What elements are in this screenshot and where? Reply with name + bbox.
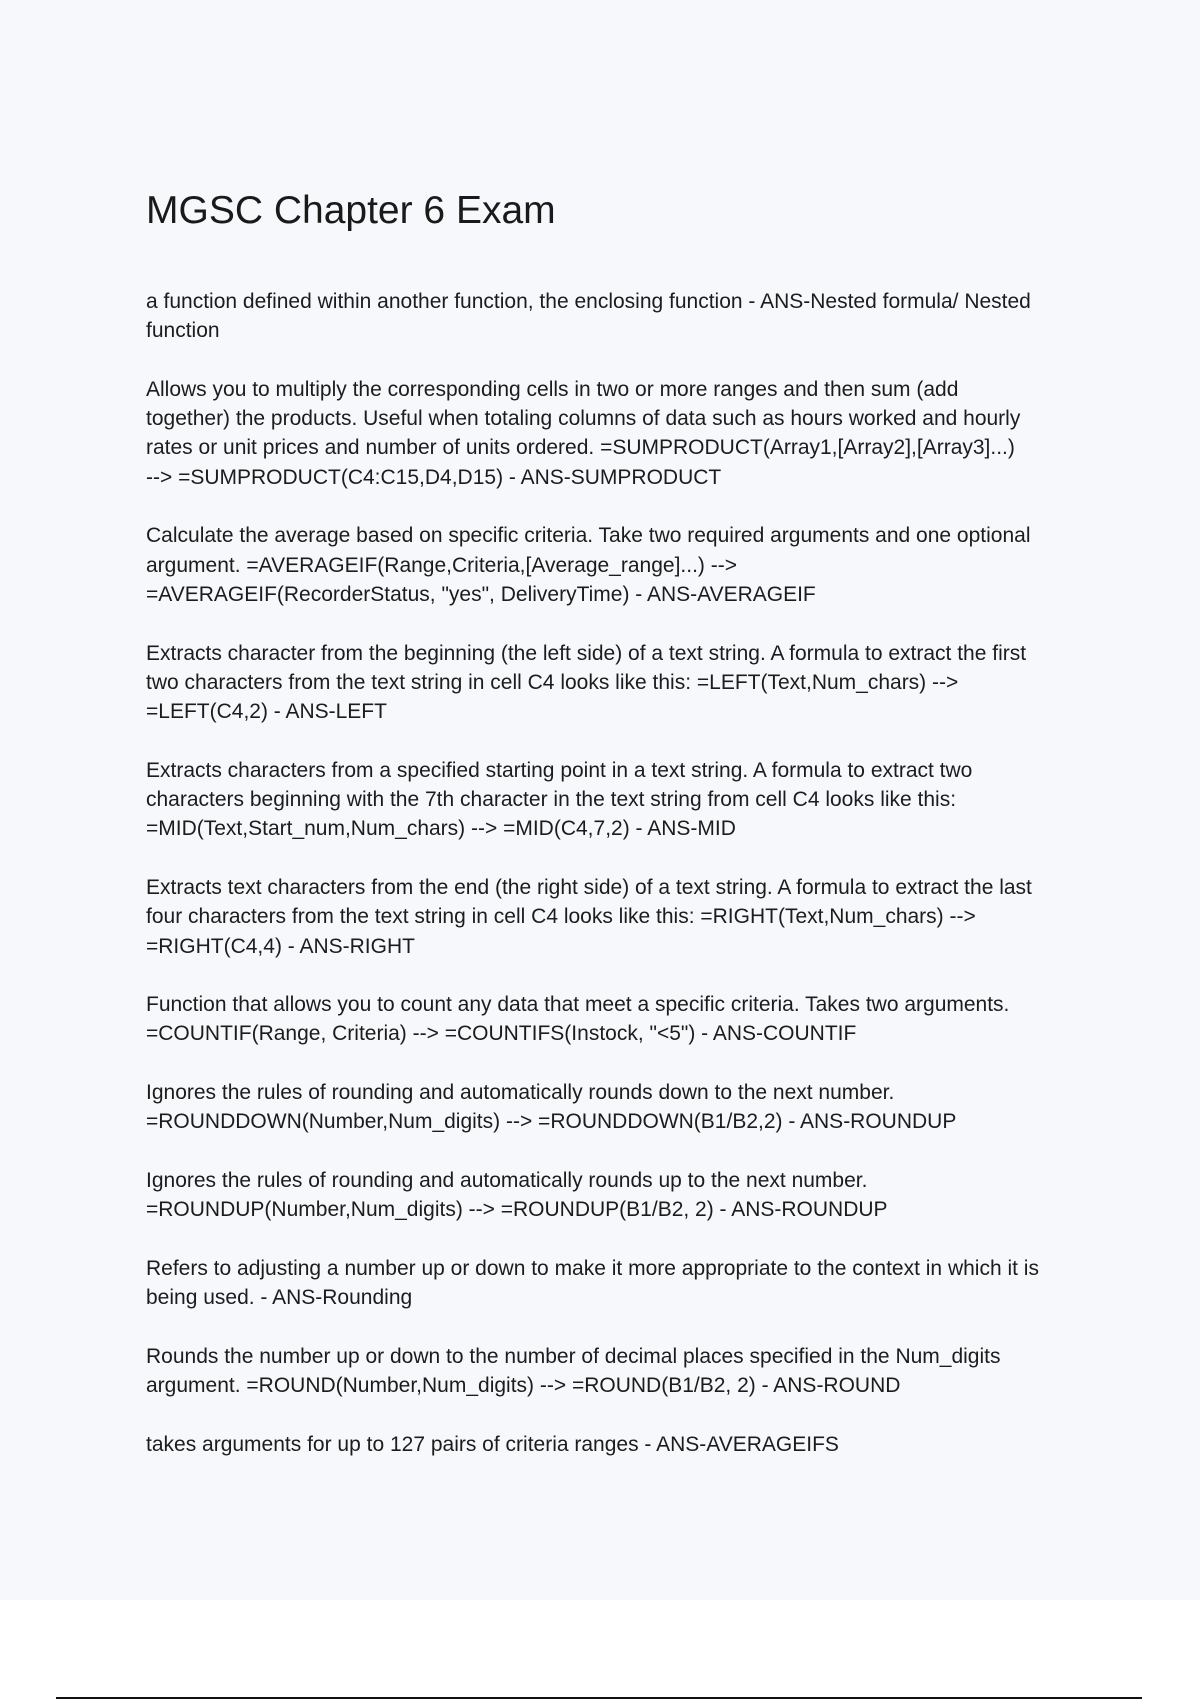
qa-item: takes arguments for up to 127 pairs of criteria ranges - ANS-AVERAGEIFS bbox=[146, 1432, 839, 1456]
qa-item: Rounds the number up or down to the number of decimal places specified in the Num_digits argument. =ROUND(Number,Num_digits) --> =ROUND(B1/B2, 2) - ANS-ROUND bbox=[146, 1344, 1001, 1397]
qa-item: Extracts characters from a specified starting point in a text string. A formula to extract two characters beginning with the 7th character in the text string from cell C4 looks like this: =MID(Text,Start_num,Num_chars) --> =MID(C4,7,2) - ANS-MID bbox=[146, 758, 973, 841]
qa-item: Function that allows you to count any data that meet a specific criteria. Takes two arguments. =COUNTIF(Range, Criteria) --> =COUNTIFS(Instock, "<5") - ANS-COUNTIF bbox=[146, 993, 1010, 1046]
qa-list bbox=[146, 287, 1096, 1459]
qa-item: a function defined within another function, the enclosing function - ANS-Nested formula/ Nested function bbox=[146, 290, 1031, 343]
qa-item: Ignores the rules of rounding and automatically rounds up to the next number. =ROUNDUP(Number,Num_digits) --> =ROUNDUP(B1/B2, 2) - ANS-ROUNDUP bbox=[146, 1168, 888, 1222]
qa-item: Calculate the average based on specific criteria. Take two required arguments and one optional argument. =AVERAGEIF(Range,Criteria,[Average_range]...) --> =AVERAGEIF(RecorderStatus, "yes", DeliveryTime) - ANS-AVERAGEIF bbox=[146, 524, 1031, 606]
qa-item: Allows you to multiply the corresponding cells in two or more ranges and then sum (add together) the products. Useful when totaling columns of data such as hours worked and hourly rates or unit prices and number of units ordered. =SUMPRODUCT(Array1,[Array2],[Array3]...) --> =SUMPRODUCT(C4:C15,D4,D15) - ANS-SUMPRODUCT bbox=[146, 377, 1021, 489]
qa-item: Extracts character from the beginning (the left side) of a text string. A formula to extract the first two characters from the text string in cell C4 looks like this: =LEFT(Text,Num_chars) --> =LEFT(C4,2) - ANS-LEFT bbox=[146, 641, 1027, 724]
qa-item: Ignores the rules of rounding and automatically rounds down to the next number. =ROUNDDOWN(Number,Num_digits) --> =ROUNDDOWN(B1/B2,2) - ANS-ROUNDUP bbox=[146, 1081, 957, 1134]
page-title: MGSC Chapter 6 Exam bbox=[146, 189, 556, 232]
document-content bbox=[146, 183, 1096, 1488]
page-divider bbox=[56, 1697, 1142, 1699]
qa-item: Refers to adjusting a number up or down to make it more appropriate to the context in which it is being used. - ANS-Rounding bbox=[146, 1256, 1039, 1310]
qa-item: Extracts text characters from the end (the right side) of a text string. A formula to extract the last four characters from the text string in cell C4 looks like this: =RIGHT(Text,Num_chars) --> =RIGHT(C4,4) - ANS-RIGHT bbox=[146, 875, 1032, 958]
